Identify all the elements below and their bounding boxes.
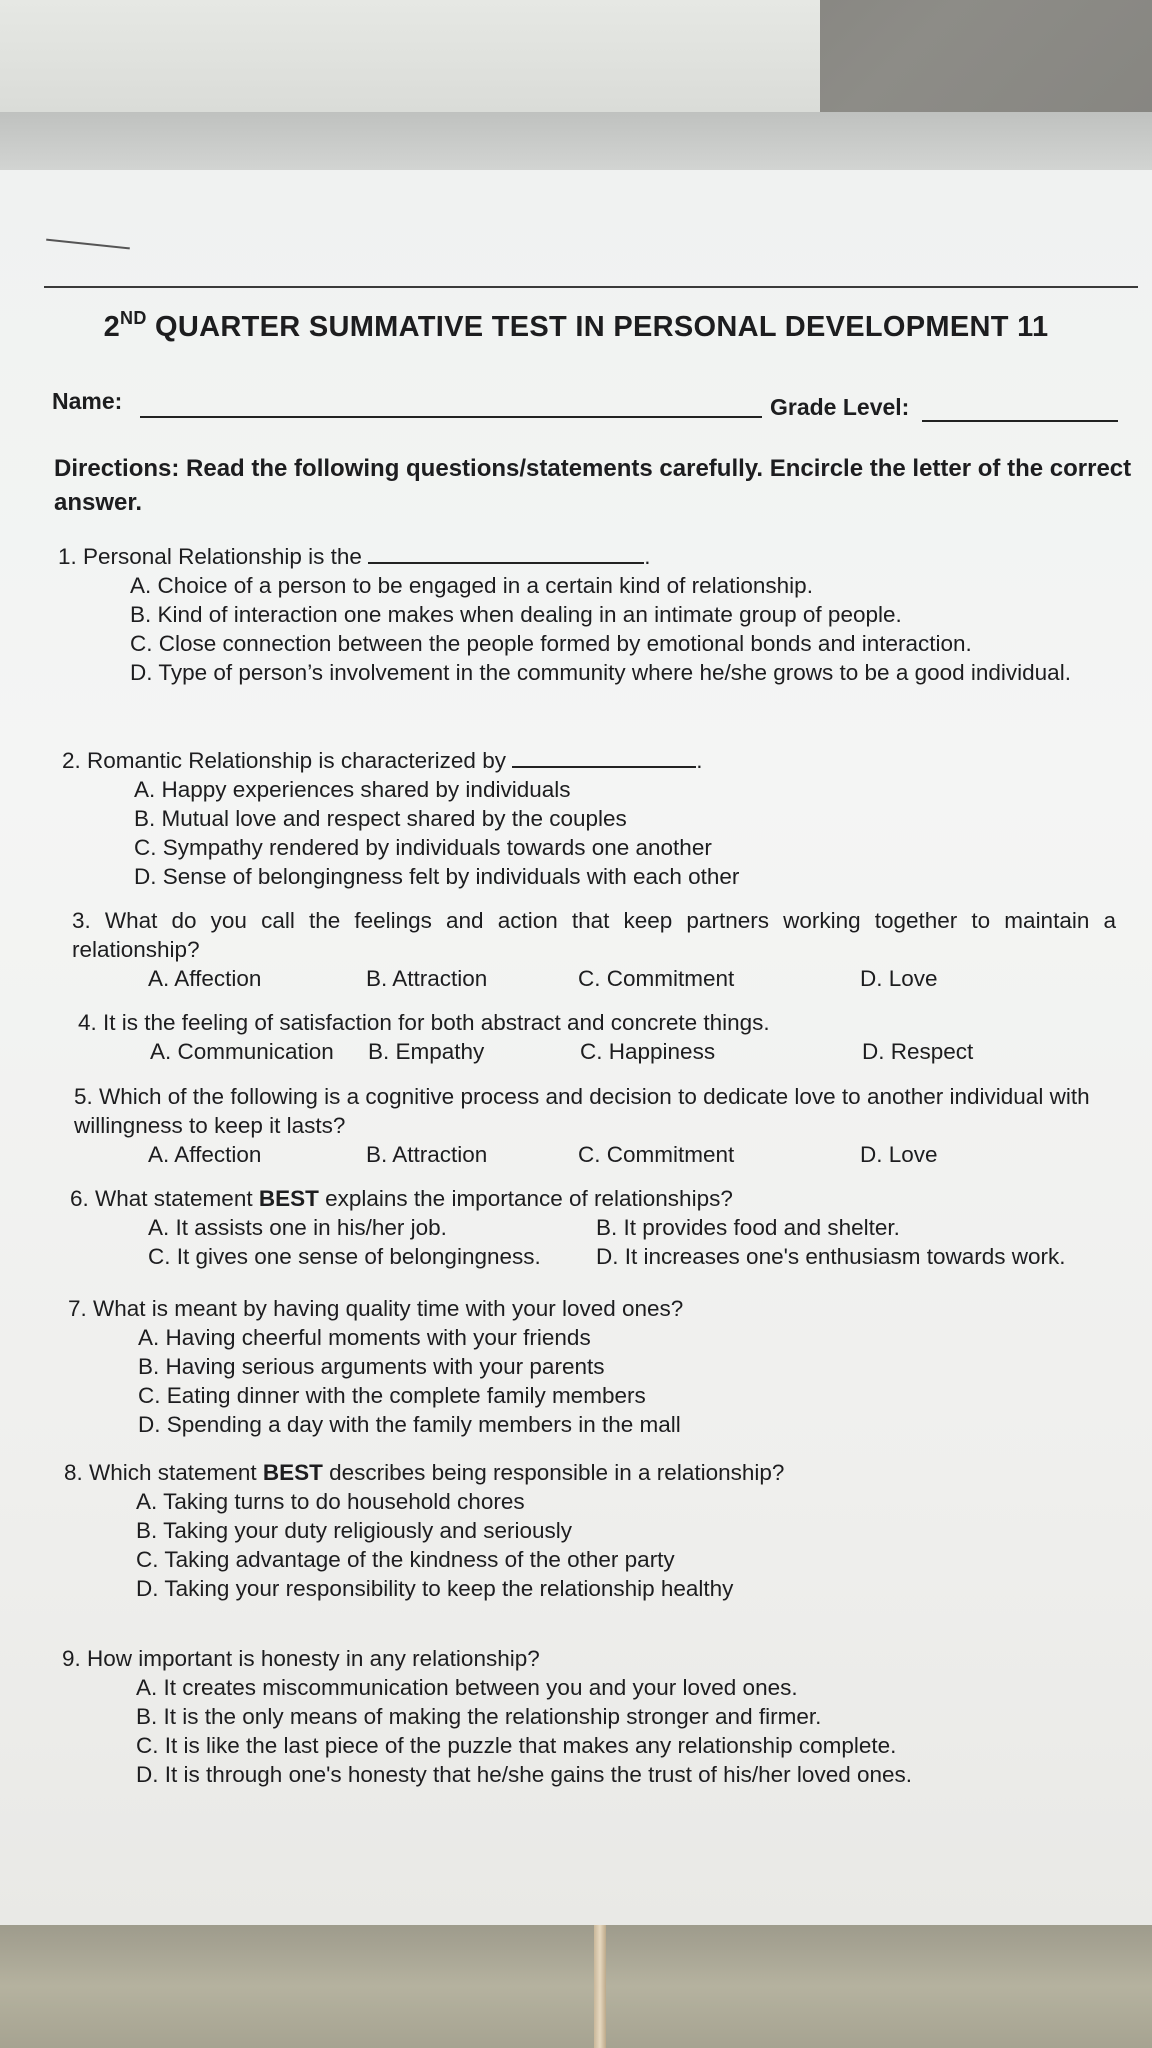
option-d[interactable]: D. Love bbox=[860, 966, 938, 991]
option-c[interactable]: C. Commitment bbox=[578, 966, 735, 991]
question-8-stem: 8. Which statement BEST describes being responsible in a relationship? bbox=[64, 1460, 785, 1485]
option-b[interactable]: B. Taking your duty religiously and seriously bbox=[136, 1518, 573, 1543]
page-title: 2ND QUARTER SUMMATIVE TEST IN PERSONAL DEVELOPMENT 11 bbox=[103, 308, 1049, 343]
option-d[interactable]: D. It increases one's enthusiasm towards work. bbox=[596, 1244, 1066, 1269]
option-a[interactable]: A. It creates miscommunication between you and your loved ones. bbox=[136, 1675, 798, 1700]
question-2: 2. Romantic Relationship is characterized by . A. Happy experiences shared by individuals B. Mutual love and respect shared by the couples C. Sympathy rendered by individuals towards one another D. Sense of belongingness felt by individuals with each other bbox=[62, 746, 1132, 891]
question-5-stem: 5. Which of the following is a cognitive process and decision to dedicate love to another individual with willingness to keep it lasts? bbox=[74, 1084, 1090, 1138]
option-b[interactable]: B. Having serious arguments with your parents bbox=[138, 1354, 605, 1379]
question-3 bbox=[72, 906, 1116, 993]
option-d[interactable]: D. It is through one's honesty that he/she gains the trust of his/her loved ones. bbox=[136, 1762, 913, 1787]
option-a[interactable]: A. Taking turns to do household chores bbox=[136, 1489, 525, 1514]
question-6-stem: 6. What statement BEST explains the importance of relationships? bbox=[70, 1186, 733, 1211]
option-b[interactable]: B. Kind of interaction one makes when dealing in an intimate group of people. bbox=[130, 602, 902, 627]
option-b[interactable]: B. Empathy bbox=[368, 1039, 485, 1064]
question-1: 1. Personal Relationship is the . A. Choice of a person to be engaged in a certain kind of relationship. B. Kind of interaction one makes when dealing in an intimate group of people. C. Close connection between the people formed by emotional bonds and interaction. D. Type of person’s involvement in the community where he/she grows to be a good individual. bbox=[58, 542, 1132, 687]
option-c[interactable]: C. It gives one sense of belongingness. bbox=[148, 1244, 541, 1269]
option-b[interactable]: B. Mutual love and respect shared by the couples bbox=[134, 806, 627, 831]
option-a[interactable]: A. It assists one in his/her job. bbox=[148, 1215, 447, 1240]
directions: Directions: Read the following questions/statements carefully. Encircle the letter of the correct answer. bbox=[54, 455, 1132, 516]
option-d[interactable]: D. Respect bbox=[862, 1039, 974, 1064]
question-3-stem: 3. What do you call the feelings and action that keep partners working together to maintain a relationship? bbox=[72, 908, 1116, 962]
option-a[interactable]: A. Communication bbox=[150, 1039, 334, 1064]
option-a[interactable]: A. Choice of a person to be engaged in a certain kind of relationship. bbox=[130, 573, 813, 598]
grade-level-label: Grade Level: bbox=[770, 394, 910, 420]
option-c[interactable]: C. It is like the last piece of the puzzle that makes any relationship complete. bbox=[136, 1733, 897, 1758]
option-c[interactable]: C. Taking advantage of the kindness of the other party bbox=[136, 1547, 675, 1572]
question-7 bbox=[68, 1294, 1128, 1439]
option-c[interactable]: C. Commitment bbox=[578, 1142, 735, 1167]
option-d[interactable]: D. Sense of belongingness felt by individuals with each other bbox=[134, 864, 740, 889]
answer-blank bbox=[512, 748, 696, 768]
option-c[interactable]: C. Eating dinner with the complete family members bbox=[138, 1383, 646, 1408]
option-b[interactable]: B. It provides food and shelter. bbox=[596, 1215, 900, 1240]
question-9-stem: 9. How important is honesty in any relationship? bbox=[62, 1646, 540, 1671]
question-8 bbox=[64, 1458, 1124, 1603]
option-a[interactable]: A. Happy experiences shared by individuals bbox=[134, 777, 571, 802]
option-c[interactable]: C. Happiness bbox=[580, 1039, 716, 1064]
option-d[interactable]: D. Type of person’s involvement in the community where he/she grows to be a good individual. bbox=[130, 660, 1071, 685]
question-1-stem: 1. Personal Relationship is the bbox=[58, 544, 362, 569]
option-c[interactable]: C. Close connection between the people formed by emotional bonds and interaction. bbox=[130, 631, 972, 656]
option-b[interactable]: B. Attraction bbox=[366, 966, 488, 991]
question-6 bbox=[70, 1184, 1130, 1271]
question-7-stem: 7. What is meant by having quality time with your loved ones? bbox=[68, 1296, 684, 1321]
question-9 bbox=[62, 1644, 1132, 1789]
table-surface bbox=[0, 1925, 1152, 2048]
option-a[interactable]: A. Affection bbox=[148, 1142, 262, 1167]
name-label: Name: bbox=[52, 388, 123, 414]
question-5 bbox=[74, 1082, 1118, 1169]
option-a[interactable]: A. Affection bbox=[148, 966, 262, 991]
option-a[interactable]: A. Having cheerful moments with your friends bbox=[138, 1325, 591, 1350]
grade-level-field[interactable] bbox=[922, 420, 1118, 422]
answer-blank bbox=[368, 544, 644, 564]
pencil-mark bbox=[46, 239, 130, 250]
option-c[interactable]: C. Sympathy rendered by individuals towards one another bbox=[134, 835, 712, 860]
option-b[interactable]: B. It is the only means of making the relationship stronger and firmer. bbox=[136, 1704, 822, 1729]
option-d[interactable]: D. Spending a day with the family members in the mall bbox=[138, 1412, 681, 1437]
question-4 bbox=[78, 1008, 1118, 1066]
name-field[interactable] bbox=[140, 416, 762, 418]
wooden-stick bbox=[594, 1925, 606, 2048]
header-rule bbox=[44, 286, 1138, 288]
test-paper bbox=[0, 170, 1152, 1925]
option-d[interactable]: D. Love bbox=[860, 1142, 938, 1167]
question-2-stem: 2. Romantic Relationship is characterized by bbox=[62, 748, 506, 773]
option-b[interactable]: B. Attraction bbox=[366, 1142, 488, 1167]
option-d[interactable]: D. Taking your responsibility to keep the relationship healthy bbox=[136, 1576, 734, 1601]
question-4-stem: 4. It is the feeling of satisfaction for both abstract and concrete things. bbox=[78, 1010, 770, 1035]
